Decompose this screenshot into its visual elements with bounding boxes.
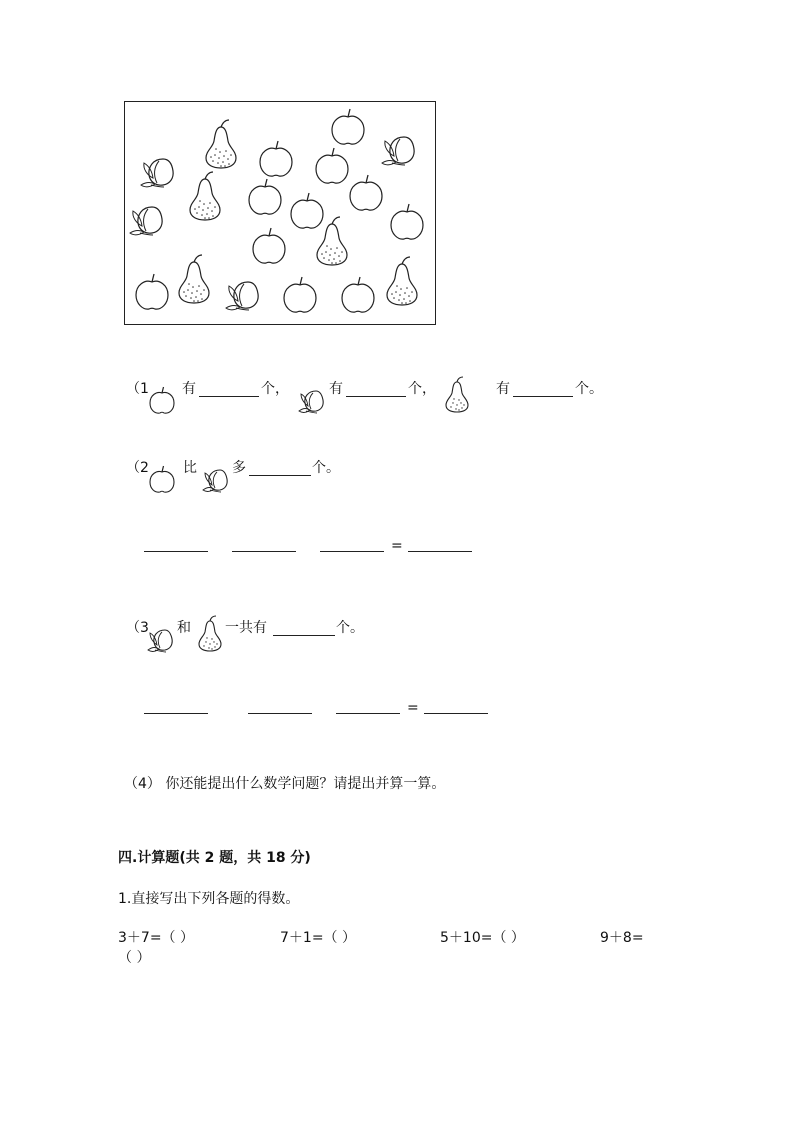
q1-blank-pear[interactable] — [513, 396, 573, 397]
peach-icon — [141, 159, 173, 187]
q3-total-label: 一共有 — [225, 620, 267, 636]
q2-number: （2 — [126, 460, 149, 476]
peach-icon — [130, 207, 162, 235]
q1-blank-peach[interactable] — [346, 396, 406, 397]
apple-icon — [149, 388, 175, 414]
q2-blank-term-3[interactable] — [320, 551, 384, 552]
peach-icon — [147, 628, 175, 654]
q2-blank-answer[interactable] — [249, 475, 311, 476]
q3-blank-term-3[interactable] — [336, 713, 400, 714]
apple-icon — [136, 274, 168, 309]
apple-icon — [260, 141, 292, 176]
fruit-picture-frame — [124, 101, 436, 325]
section-4-title: 四.计算题(共 2 题，共 18 分) — [118, 850, 311, 866]
q4-text: （4） 你还能提出什么数学问题？请提出并算一算。 — [124, 776, 446, 792]
peach-icon — [298, 389, 326, 415]
q2-equals: = — [391, 538, 403, 554]
pear-icon — [317, 217, 347, 265]
fruit-picture — [125, 102, 437, 326]
q1-you-label-1: 有 — [182, 381, 196, 397]
peach-icon — [226, 282, 258, 310]
apple-icon — [253, 228, 285, 263]
q3-ge-label: 个。 — [336, 620, 364, 636]
pear-icon — [444, 375, 472, 415]
pear-icon — [190, 172, 220, 220]
calc-problem-4[interactable]: 9＋8= — [600, 930, 644, 946]
q2-blank-term-2[interactable] — [232, 551, 296, 552]
calc-problem-1[interactable]: 3＋7=（ ） — [118, 930, 194, 946]
q2-ge-label: 个。 — [312, 460, 340, 476]
q1-ge-label-1: 个， — [261, 381, 289, 397]
q3-blank-answer[interactable] — [273, 635, 335, 636]
apple-icon — [350, 175, 382, 210]
section-4-item-1: 1.直接写出下列各题的得数。 — [118, 891, 300, 907]
apple-icon — [332, 109, 364, 144]
apple-icon — [249, 179, 281, 214]
q3-blank-term-1[interactable] — [144, 713, 208, 714]
apple-icon — [391, 204, 423, 239]
apple-icon — [149, 467, 175, 493]
calc-problem-4-answer[interactable]: （ ） — [118, 950, 151, 966]
q2-blank-term-1[interactable] — [144, 551, 208, 552]
calc-problem-3[interactable]: 5＋10=（ ） — [440, 930, 525, 946]
q3-blank-term-2[interactable] — [248, 713, 312, 714]
q2-bi-label: 比 — [183, 460, 197, 476]
q3-blank-result[interactable] — [424, 713, 488, 714]
pear-icon — [206, 120, 236, 168]
pear-icon — [179, 255, 209, 303]
q2-duo-label: 多 — [232, 460, 246, 476]
q1-ge-label-3: 个。 — [575, 381, 603, 397]
peach-icon — [202, 468, 230, 494]
pear-icon — [387, 257, 417, 305]
q1-you-label-3: 有 — [496, 381, 510, 397]
q1-you-label-2: 有 — [329, 381, 343, 397]
pear-icon — [197, 613, 225, 655]
q3-he-label: 和 — [177, 620, 191, 636]
q1-number: （1 — [126, 381, 149, 397]
apple-icon — [316, 148, 348, 183]
q2-blank-result[interactable] — [408, 551, 472, 552]
q1-blank-apple[interactable] — [199, 396, 259, 397]
q3-number: （3 — [126, 620, 149, 636]
apple-icon — [342, 277, 374, 312]
q1-ge-label-2: 个， — [408, 381, 436, 397]
calc-problem-2[interactable]: 7＋1=（ ） — [280, 930, 356, 946]
q3-equals: = — [407, 700, 419, 716]
apple-icon — [291, 193, 323, 228]
apple-icon — [284, 277, 316, 312]
peach-icon — [382, 137, 414, 165]
